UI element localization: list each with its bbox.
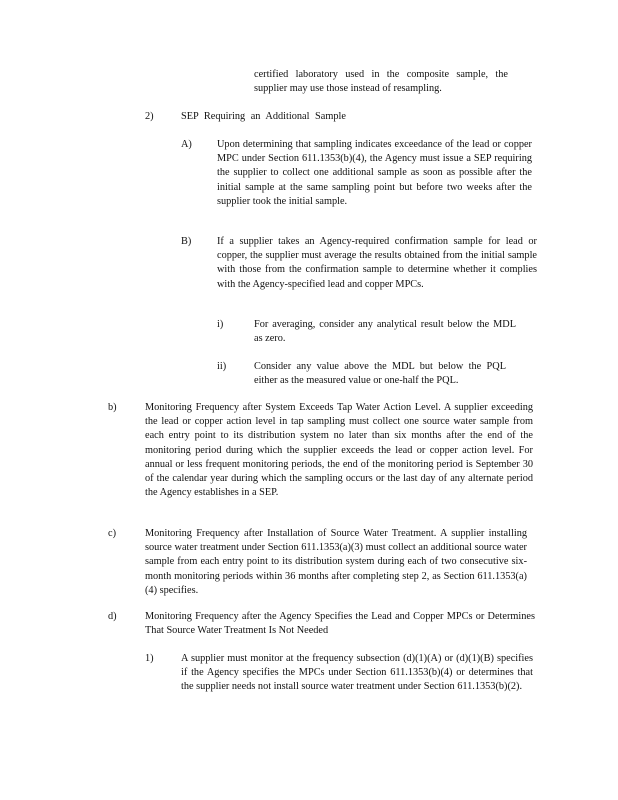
item-2b-paragraph: If a supplier takes an Agency-required confirmation sample for lead or copper, the supplier must average the results obtained from the initial sample with those from the confirmation sample to determine whether it complies with the Agency-specified lead and copper MPCs.: [217, 236, 537, 290]
item-d1-label: 1): [145, 653, 154, 664]
item-2-heading: SEP Requiring an Additional Sample: [181, 111, 346, 122]
item-c-label: c): [108, 528, 116, 539]
item-d1-paragraph: A supplier must monitor at the frequency subsection (d)(1)(A) or (d)(1)(B) specifies if the Agency specifies the MPCs under Section 611.1353(b)(4) or determines that the supplier needs not install source water treatment under Section 611.1353(b)(2).: [181, 653, 533, 693]
item-b-paragraph: Monitoring Frequency after System Exceeds Tap Water Action Level. A supplier exceeding the lead or copper action level in tap sampling must collect one source water sample from each entry point to its distribution system no later than six months after the end of the monitoring period during which the supplier exceeds the lead or copper action level. For annual or less frequent monitoring periods, the end of the monitoring period is September 30 of the calendar year during which the sampling occurs or the last day of any alternate period the Agency establishes in a SEP.: [145, 402, 533, 499]
item-2b-i-label: i): [217, 319, 224, 330]
item-b-label: b): [108, 402, 117, 413]
item-2-label: 2): [145, 111, 154, 122]
item-d-label: d): [108, 611, 117, 622]
item-2a-paragraph: Upon determining that sampling indicates exceedance of the lead or copper MPC under Section 611.1353(b)(4), the Agency must issue a SEP requiring the supplier to collect one additional sample as soon as possible after the initial sample at the same sampling point but before two weeks after the supplier took the initial sample.: [217, 139, 532, 207]
continuation-paragraph: certified laboratory used in the composite sample, the supplier may use those instead of resampling.: [254, 69, 508, 95]
item-2b-ii-paragraph: Consider any value above the MDL but below the PQL either as the measured value or one-half the PQL.: [254, 361, 506, 387]
item-2b-ii-label: ii): [217, 361, 227, 372]
item-2a-label: A): [181, 139, 192, 150]
item-2b-i-paragraph: For averaging, consider any analytical result below the MDL as zero.: [254, 319, 516, 345]
item-2b-label: B): [181, 236, 192, 247]
item-c-paragraph: Monitoring Frequency after Installation of Source Water Treatment. A supplier installing source water treatment under Section 611.1353(a)(3) must collect an additional source water sample from each entry point to its distribution system during each of two consecutive six-month monitoring periods within 36 months after completing step 2, as Section 611.1353(a)(4) specifies.: [145, 528, 527, 596]
item-d-paragraph: Monitoring Frequency after the Agency Specifies the Lead and Copper MPCs or Determines That Source Water Treatment Is Not Needed: [145, 611, 535, 637]
